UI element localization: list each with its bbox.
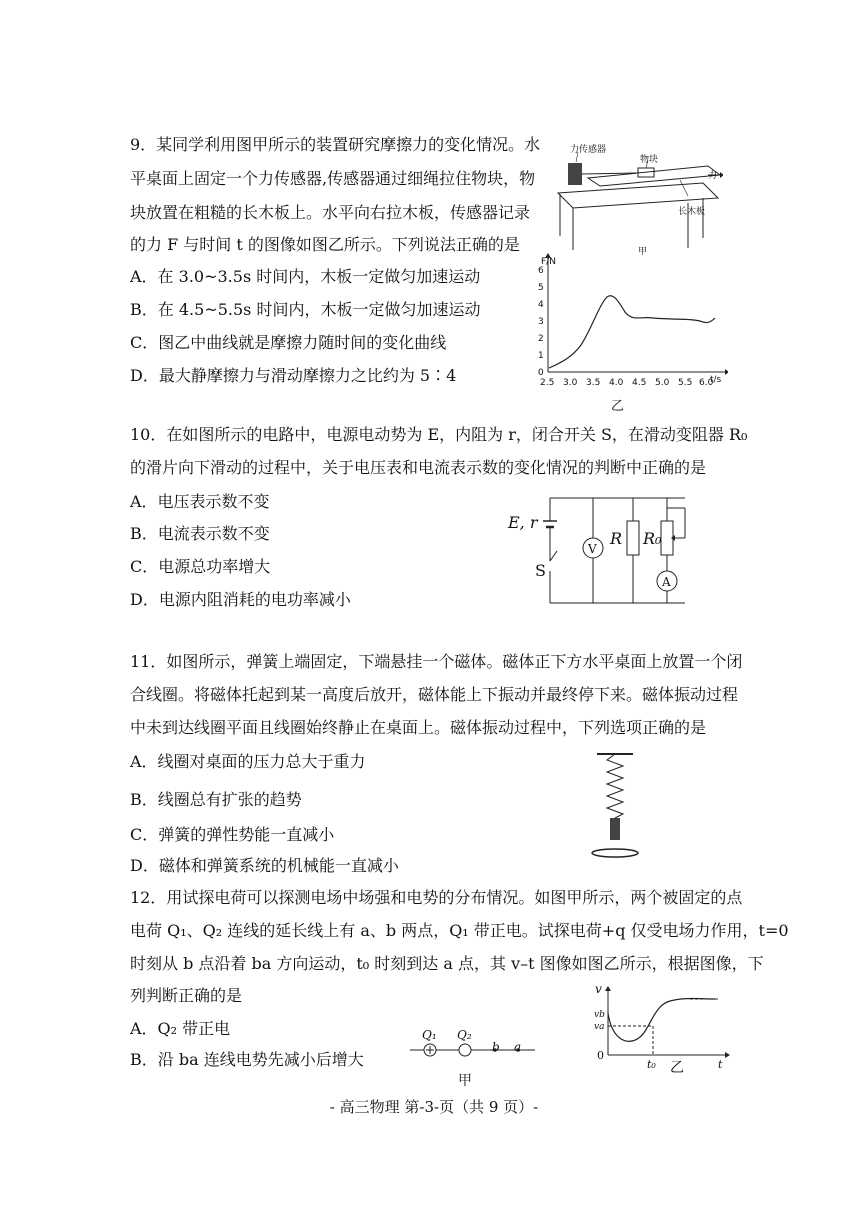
q9-figure-apparatus <box>548 138 723 256</box>
y-tick-5: 5 <box>538 283 544 293</box>
q9-stem-line-2: 平桌面上固定一个力传感器,传感器通过细绳拉住物块，物 <box>130 169 536 188</box>
label-t0: t₀ <box>647 1058 656 1071</box>
x-tick-6-0: 6.0 <box>699 378 714 388</box>
y-tick-2: 2 <box>538 334 544 344</box>
label-block: 物块 <box>640 155 659 165</box>
vt-y-label: v <box>595 982 602 996</box>
label-resistor: R <box>610 529 623 548</box>
q9-figure-force-graph <box>533 250 728 390</box>
label-va: va <box>594 1022 605 1032</box>
label-q1: Q₁ <box>422 1028 437 1042</box>
q9-stem-line-3: 块放置在粗糙的长木板上。水平向右拉木板，传感器记录 <box>130 203 531 222</box>
x-tick-5-5: 5.5 <box>678 378 693 388</box>
caption-jia: 甲 <box>638 247 648 257</box>
graph-x-label: t/s <box>710 375 722 385</box>
label-force-sensor: 力传感器 <box>570 145 607 155</box>
q12-option-a: A．Q₂ 带正电 <box>130 1019 231 1038</box>
y-tick-6: 6 <box>538 266 544 276</box>
q11-figure-spring-magnet <box>585 750 645 862</box>
q9-option-c: C．图乙中曲线就是摩擦力随时间的变化曲线 <box>130 333 447 352</box>
voltmeter-symbol: V <box>588 542 597 556</box>
q10-stem-line-1: 10．在如图所示的电路中，电源电动势为 E，内阻为 r，闭合开关 S，在滑动变阻器 R₀ <box>130 425 748 444</box>
caption-yi-q12: 乙 <box>670 1060 684 1076</box>
q10-option-d: D．电源内阻消耗的电功率减小 <box>130 590 351 609</box>
label-origin: 0 <box>597 1049 604 1062</box>
q10-option-c: C．电源总功率增大 <box>130 557 271 576</box>
q9-option-b: B．在 4.5~5.5s 时间内，木板一定做匀加速运动 <box>130 300 481 319</box>
q11-stem-line-3: 中未到达线圈平面且线圈始终静止在桌面上。磁体振动过程中，下列选项正确的是 <box>130 718 707 737</box>
label-source: E, r <box>508 513 538 532</box>
q10-option-a: A．电压表示数不变 <box>130 492 270 511</box>
caption-yi-q9: 乙 <box>611 399 625 414</box>
q10-option-b: B．电流表示数不变 <box>130 524 270 543</box>
q11-option-b: B．线圈总有扩张的趋势 <box>130 790 302 809</box>
q12-figure-vt-graph <box>590 982 730 1076</box>
q12-option-b: B．沿 ba 连线电势先减小后增大 <box>130 1050 364 1069</box>
q12-figure-charges <box>410 1025 540 1065</box>
q11-option-c: C．弹簧的弹性势能一直减小 <box>130 825 335 844</box>
q12-stem-line-2: 电荷 Q₁、Q₂ 连线的延长线上有 a、b 两点，Q₁ 带正电。试探电荷+q 仅受电场力作用，t=0 <box>130 921 789 940</box>
label-long-board: 长木板 <box>678 207 706 217</box>
label-vb: vb <box>594 1010 605 1020</box>
x-tick-4-0: 4.0 <box>609 378 624 388</box>
q12-stem-line-1: 12．用试探电荷可以探测电场中场强和电势的分布情况。如图甲所示，两个被固定的点 <box>130 888 743 907</box>
label-q2: Q₂ <box>457 1028 472 1042</box>
label-b: b <box>492 1040 500 1054</box>
q11-stem-line-2: 合线圈。将磁体托起到某一高度后放开，磁体能上下振动并最终停下来。磁体振动过程 <box>130 685 739 704</box>
y-tick-3: 3 <box>538 317 544 327</box>
y-tick-0: 0 <box>538 368 544 378</box>
x-tick-2-5: 2.5 <box>540 378 555 388</box>
graph-y-label: F/N <box>541 257 556 267</box>
y-tick-1: 1 <box>538 351 544 361</box>
label-rheostat: R₀ <box>643 529 662 548</box>
q10-stem-line-2: 的滑片向下滑动的过程中，关于电压表和电流表示数的变化情况的判断中正确的是 <box>130 458 707 477</box>
page-footer: - 高三物理 第-3-页（共 9 页）- <box>329 1098 539 1116</box>
q9-stem-line-4: 的力 F 与时间 t 的图像如图乙所示。下列说法正确的是 <box>130 235 520 254</box>
q12-stem-line-4: 列判断正确的是 <box>130 986 243 1005</box>
x-tick-3-5: 3.5 <box>586 378 601 388</box>
q11-option-d: D．磁体和弹簧系统的机械能一直减小 <box>130 856 399 875</box>
ammeter-symbol: A <box>662 575 671 589</box>
vt-x-label: t <box>718 1058 723 1071</box>
q11-stem-line-1: 11．如图所示，弹簧上端固定，下端悬挂一个磁体。磁体正下方水平桌面上放置一个闭 <box>130 652 743 671</box>
x-tick-4-5: 4.5 <box>632 378 647 388</box>
caption-jia-q12: 甲 <box>458 1073 472 1089</box>
y-tick-4: 4 <box>538 300 544 310</box>
q9-stem-line-1: 9．某同学利用图甲所示的装置研究摩擦力的变化情况。水 <box>130 135 541 154</box>
q9-option-a: A．在 3.0~3.5s 时间内，木板一定做匀加速运动 <box>130 267 481 286</box>
x-tick-3-0: 3.0 <box>563 378 578 388</box>
q9-option-d: D．最大静摩擦力与滑动摩擦力之比约为 5∶4 <box>130 366 457 385</box>
label-pull-force: 力 <box>708 171 718 181</box>
q10-figure-circuit <box>505 493 705 608</box>
q12-stem-line-3: 时刻从 b 点沿着 ba 方向运动，t₀ 时刻到达 a 点，其 v–t 图像如图乙所示，根据图像，下 <box>130 954 764 973</box>
q11-option-a: A．线圈对桌面的压力总大于重力 <box>130 752 366 771</box>
label-a: a <box>514 1040 522 1054</box>
label-switch: S <box>535 561 546 580</box>
x-tick-5-0: 5.0 <box>655 378 670 388</box>
